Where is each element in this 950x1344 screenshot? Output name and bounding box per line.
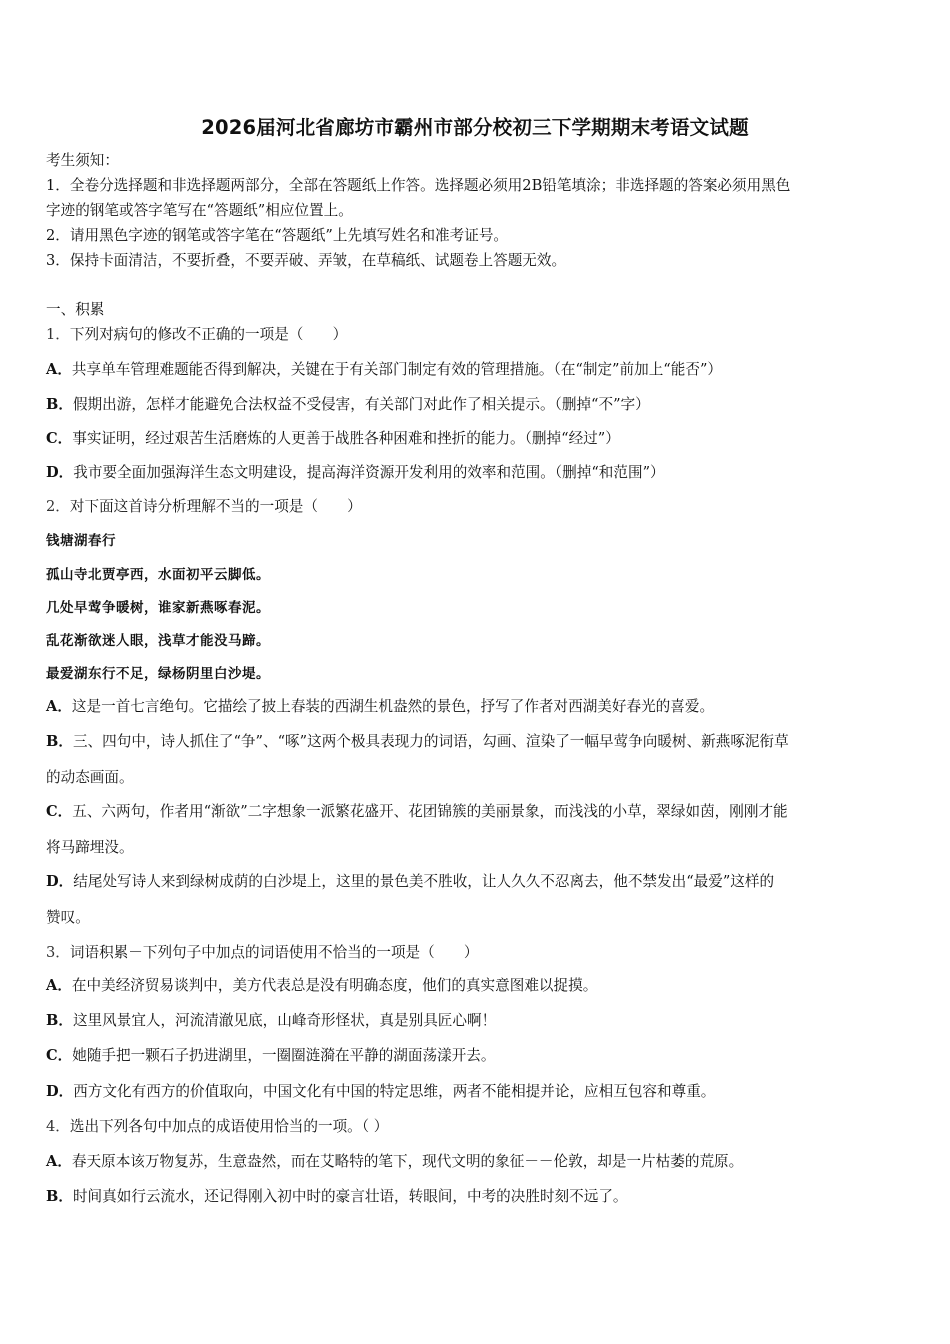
option-label: A．	[46, 1153, 72, 1170]
option-text: 她随手把一颗石子扔进湖里，一圈圈涟漪在平静的湖面荡漾开去。	[72, 1047, 496, 1064]
option-label: C．	[46, 430, 73, 447]
notice-item-1-cont: 字迹的钢笔或答字笔写在“答题纸”相应位置上。	[46, 202, 353, 219]
question-number: 1．	[46, 326, 70, 343]
notice-item-1: 1．全卷分选择题和非选择题两部分，全部在答题纸上作答。选择题必须用2B铅笔填涂；非选择题的答案必须用黑色	[46, 177, 791, 194]
question-2-option-b	[46, 732, 789, 752]
option-text: 三、四句中，诗人抓住了“争”、“啄”这两个极具表现力的词语，勾画、渲染了一幅早莺争向暖树、新燕啄泥衔草	[72, 733, 789, 750]
question-2-option-c-cont: 将马蹄埋没。	[46, 839, 134, 856]
question-3-option-a	[46, 976, 597, 996]
section-heading: 一、积累	[46, 301, 105, 318]
question-1-option-b	[46, 395, 650, 415]
question-3-option-b	[46, 1011, 496, 1031]
question-4-stem	[46, 1117, 388, 1137]
option-text: 时间真如行云流水，还记得刚入初中时的豪言壮语，转眼间，中考的决胜时刻不远了。	[72, 1188, 628, 1205]
question-2-option-a	[46, 697, 714, 717]
option-label: B．	[46, 733, 73, 750]
poem-line: 乱花渐欲迷人眼，浅草才能没马蹄。	[46, 633, 270, 649]
option-label: D．	[46, 1083, 74, 1100]
poem-line: 孤山寺北贾亭西，水面初平云脚低。	[46, 567, 270, 583]
page-title: 2026届河北省廊坊市霸州市部分校初三下学期期末考语文试题	[201, 116, 749, 139]
option-text: 西方文化有西方的价值取向，中国文化有中国的特定思维，两者不能相提并论，应相互包容和尊重。	[73, 1083, 716, 1100]
option-label: C．	[46, 803, 73, 820]
question-2-option-d	[46, 872, 774, 892]
question-1-option-c	[46, 429, 620, 449]
question-1-option-a	[46, 360, 722, 380]
question-4-option-a	[46, 1152, 743, 1172]
option-label: A．	[46, 698, 72, 715]
poem-line: 几处早莺争暖树，谁家新燕啄春泥。	[46, 600, 270, 616]
question-text: 下列对病句的修改不正确的一项是（ ）	[69, 326, 348, 343]
question-3-stem	[46, 943, 479, 963]
option-text: 事实证明，经过艰苦生活磨炼的人更善于战胜各种困难和挫折的能力。（删掉“经过”）	[72, 430, 620, 447]
question-number: 2．	[46, 498, 70, 515]
poem-title: 钱塘湖春行	[46, 533, 116, 549]
question-2-option-c	[46, 802, 788, 822]
option-text: 假期出游，怎样才能避免合法权益不受侵害，有关部门对此作了相关提示。（删掉“不”字）	[72, 396, 650, 413]
notice-item-3: 3．保持卡面清洁，不要折叠，不要弄破、弄皱，在草稿纸、试题卷上答题无效。	[46, 252, 567, 269]
question-3-option-d	[46, 1082, 715, 1102]
question-number: 3．	[46, 944, 70, 961]
question-text: 选出下列各句中加点的成语使用恰当的一项。（ ）	[69, 1118, 389, 1135]
option-label: A．	[46, 977, 72, 994]
option-text: 这里风景宜人，河流清澈见底，山峰奇形怪状，真是别具匠心啊！	[72, 1012, 497, 1029]
question-2-option-b-cont: 的动态画面。	[46, 769, 134, 786]
option-label: B．	[46, 1188, 73, 1205]
option-text: 五、六两句，作者用“渐欲”二字想象一派繁花盛开、花团锦簇的美丽景象，而浅浅的小草，翠绿如茵，刚刚才能	[72, 803, 788, 820]
question-4-option-b	[46, 1187, 628, 1207]
option-text: 这是一首七言绝句。它描绘了披上春装的西湖生机盎然的景色，抒写了作者对西湖美好春光的喜爱。	[71, 698, 715, 715]
question-text: 对下面这首诗分析理解不当的一项是（ ）	[69, 498, 362, 515]
option-text: 在中美经济贸易谈判中，美方代表总是没有明确态度，他们的真实意图难以捉摸。	[71, 977, 598, 994]
option-label: B．	[46, 1012, 73, 1029]
question-text: 词语积累－下列句子中加点的词语使用不恰当的一项是（ ）	[69, 944, 479, 961]
notice-heading: 考生须知：	[46, 152, 119, 169]
question-2-stem	[46, 497, 362, 517]
question-2-option-d-cont: 赞叹。	[46, 909, 90, 926]
option-label: B．	[46, 396, 73, 413]
option-label: D．	[46, 464, 74, 481]
question-3-option-c	[46, 1046, 495, 1066]
option-text: 春天原本该万物复苏，生意盎然，而在艾略特的笔下，现代文明的象征－－伦敦，却是一片枯萎的荒原。	[71, 1153, 744, 1170]
option-text: 结尾处写诗人来到绿树成荫的白沙堤上，这里的景色美不胜收，让人久久不忍离去，他不禁发出“最爱”这样的	[73, 873, 775, 890]
question-1-option-d	[46, 463, 665, 483]
option-text: 共享单车管理难题能否得到解决，关键在于有关部门制定有效的管理措施。（在“制定”前加上“能否”）	[71, 361, 723, 378]
poem-line: 最爱湖东行不足，绿杨阴里白沙堤。	[46, 666, 270, 682]
question-number: 4．	[46, 1118, 70, 1135]
option-label: A．	[46, 361, 72, 378]
option-label: D．	[46, 873, 74, 890]
option-text: 我市要全面加强海洋生态文明建设，提高海洋资源开发利用的效率和范围。（删掉“和范围”）	[73, 464, 665, 481]
option-label: C．	[46, 1047, 73, 1064]
question-1-stem	[46, 325, 347, 345]
notice-item-2: 2．请用黑色字迹的钢笔或答字笔在“答题纸”上先填写姓名和准考证号。	[46, 227, 509, 244]
